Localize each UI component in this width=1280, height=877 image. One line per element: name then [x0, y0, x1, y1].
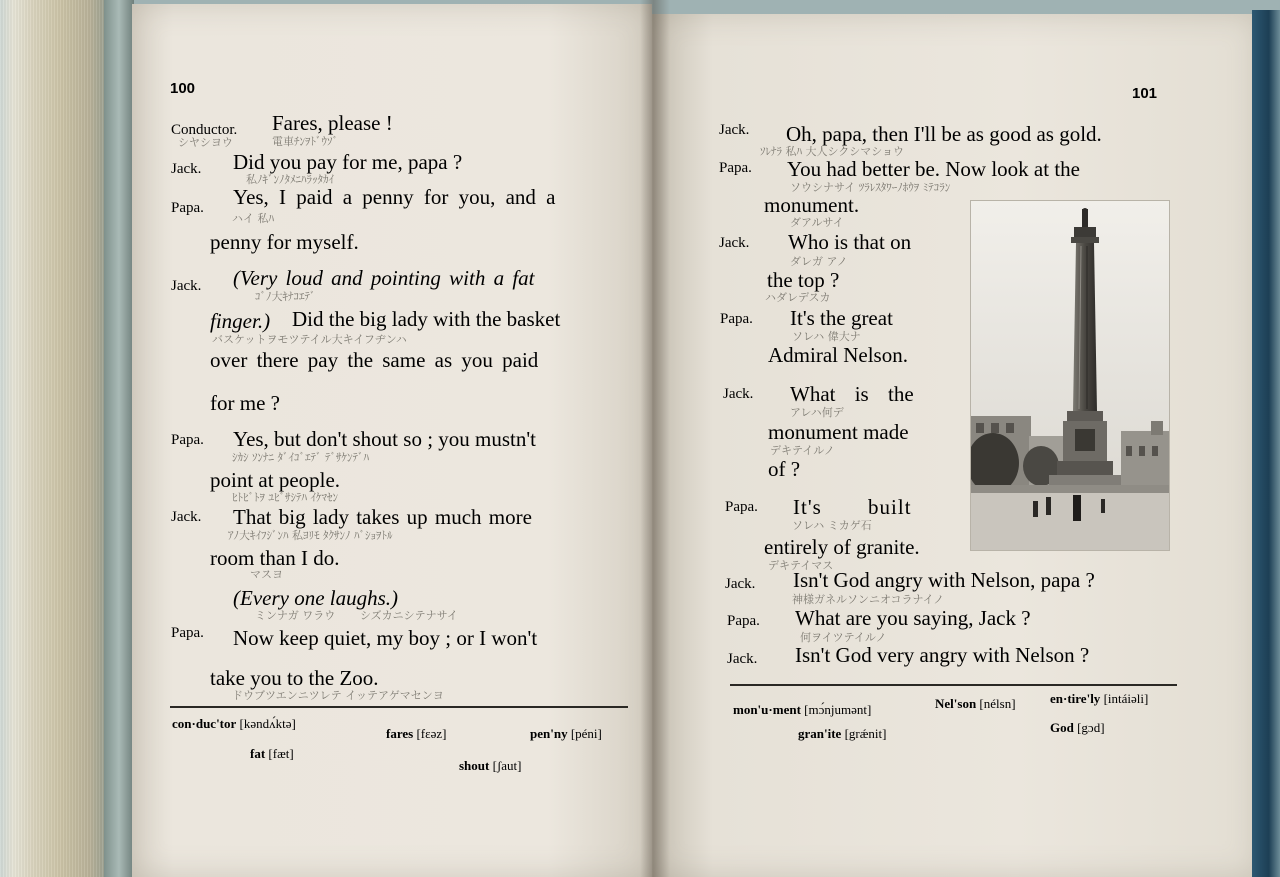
vocab-ipa: [péni]	[570, 726, 602, 741]
handwritten-note: ソウシナサイ ﾂﾗﾚｽﾀﾜｰﾉﾎｳｦ ﾐﾃｺﾗﾝ	[790, 181, 951, 194]
speaker-label: Papa.	[719, 160, 752, 176]
stage-direction: (Every one laughs.)	[233, 586, 399, 610]
vocab-ipa: [fɛəz]	[416, 726, 447, 741]
book-gutter	[640, 0, 670, 877]
vocab-entry	[798, 727, 886, 740]
stage-direction: finger.)	[210, 309, 271, 333]
handwritten-note: 電車ﾁﾝｦﾄﾞｳｿﾞ	[272, 135, 338, 148]
handwritten-note: シズカニシテナサイ	[360, 609, 458, 622]
speaker-label: Papa.	[720, 311, 753, 327]
dialogue-line: Now keep quiet, my boy ; or I won't	[233, 626, 538, 650]
vocab-entry	[530, 727, 602, 740]
speaker-label: Jack.	[727, 651, 758, 667]
vocab-ipa: [nélsn]	[979, 696, 1016, 711]
dialogue-line: penny for myself.	[210, 230, 359, 254]
handwritten-note: ソレハ ミカゲ石	[792, 519, 872, 532]
vocab-entry	[459, 759, 521, 772]
vocab-word: shout	[459, 758, 490, 773]
vocab-word: con·duc'tor	[172, 716, 237, 731]
vocab-word: gran'ite	[798, 726, 842, 741]
handwritten-note: ハイ 私ﾊ	[232, 212, 274, 225]
book-page-edge	[0, 0, 112, 877]
speaker-label: Papa.	[727, 613, 760, 629]
vocab-entry	[1050, 721, 1105, 734]
speaker-label: Conductor.	[171, 122, 238, 138]
page-number-left: 100	[170, 80, 196, 97]
stage-direction: (Very loud and pointing with a fat	[233, 266, 535, 290]
vocab-word: God	[1050, 720, 1074, 735]
vocab-entry	[935, 697, 1016, 710]
handwritten-note: 何ヲイツテイルノ	[800, 631, 887, 644]
dialogue-line: monument made	[768, 420, 909, 444]
handwritten-note: ダアルサイ	[790, 216, 844, 229]
handwritten-note: バスケットヲモツテイル大キイフヂンハ	[212, 333, 407, 346]
vocab-word: pen'ny	[530, 726, 568, 741]
glass-edge	[104, 0, 134, 877]
dialogue-line: the top ?	[767, 268, 840, 292]
speaker-label: Jack.	[171, 509, 202, 525]
dialogue-line: Yes, but don't shout so ; you mustn't	[233, 427, 536, 451]
dialogue-line: Isn't God angry with Nelson, papa ?	[793, 568, 1095, 592]
handwritten-note: ハダレデスカ	[765, 291, 831, 304]
handwritten-note: デキテイルノ	[770, 444, 835, 457]
speaker-label: Jack.	[725, 576, 756, 592]
dialogue-line: room than I do.	[210, 546, 340, 570]
vocab-divider	[170, 706, 628, 708]
speaker-label: Papa.	[171, 432, 204, 448]
vocab-word: fares	[386, 726, 414, 741]
vocab-word: Nel'son	[935, 696, 977, 711]
handwritten-note: アレハ何デ	[790, 406, 844, 419]
book-cover-edge	[1252, 10, 1280, 877]
vocab-entry	[733, 703, 871, 716]
dialogue-line: What are you saying, Jack ?	[795, 606, 1031, 630]
dialogue-line: Who is that on	[788, 230, 912, 254]
monument-illustration	[971, 201, 1169, 550]
dialogue-line: monument.	[764, 193, 860, 217]
dialogue-line: It's built	[793, 495, 912, 519]
dialogue-line: over there pay the same as you paid	[210, 348, 539, 372]
vocab-ipa: [grǽnit]	[844, 726, 887, 741]
handwritten-note: 神様ガネルソンニオコラナイノ	[792, 593, 945, 606]
vocab-ipa: [mɔ́njumənt]	[804, 702, 872, 717]
nelsons-column-photo	[970, 200, 1170, 551]
vocab-ipa: [ʃaut]	[492, 758, 522, 773]
vocab-word: fat	[250, 746, 266, 761]
dialogue-line: Fares, please !	[272, 111, 393, 135]
handwritten-note: ソレハ 偉大ナ	[792, 330, 861, 343]
dialogue-line: Oh, papa, then I'll be as good as gold.	[786, 122, 1102, 146]
vocab-ipa: [intáiəli]	[1103, 691, 1149, 706]
handwritten-note: ドウブツエンニツレテ イッテアゲマセンヨ	[232, 689, 444, 702]
speaker-label: Papa.	[171, 625, 204, 641]
vocab-entry	[172, 717, 296, 730]
speaker-label: Papa.	[171, 200, 204, 216]
dialogue-line: Did the big lady with the basket	[292, 307, 561, 331]
handwritten-note: 私ﾉｷﾞﾝﾉﾀﾒﾆﾊﾗｯﾀｶｲ	[246, 173, 334, 186]
vocab-ipa: [fæt]	[268, 746, 294, 761]
handwritten-note: ｼｶｼ ｿﾝﾅﾆ ﾀﾞｲｺﾞｴﾃﾞ ﾃﾞｻｹﾝﾃﾞﾊ	[232, 451, 369, 464]
handwritten-note: ｿﾚﾅﾗ 私ﾊ 大人シクシマショウ	[760, 145, 905, 158]
handwritten-note: ﾋﾄﾋﾞﾄｦ ﾕﾋﾞｻｼﾃﾊ ｲｹﾏｾﾝ	[232, 491, 338, 504]
vocab-entry	[250, 747, 294, 760]
dialogue-line: point at people.	[210, 468, 341, 492]
dialogue-line: It's the great	[790, 306, 893, 330]
handwritten-note: マスヨ	[250, 568, 283, 581]
vocab-ipa: [gɔd]	[1077, 720, 1105, 735]
handwritten-note: ｺﾞﾉ大ｷﾅｺｴﾃﾞ	[255, 290, 316, 303]
dialogue-line: You had better be. Now look at the	[787, 157, 1080, 181]
dialogue-line: Isn't God very angry with Nelson ?	[795, 643, 1090, 667]
speaker-label: Jack.	[719, 235, 750, 251]
handwritten-note: デキテイマス	[768, 559, 834, 572]
vocab-word: en·tire'ly	[1050, 691, 1101, 706]
vocab-divider	[730, 684, 1177, 686]
handwritten-note: シヤシヨウ	[178, 136, 233, 149]
vocab-word: mon'u·ment	[733, 702, 801, 717]
dialogue-line: Did you pay for me, papa ?	[233, 150, 463, 174]
speaker-label: Jack.	[171, 278, 202, 294]
dialogue-line: take you to the Zoo.	[210, 666, 379, 690]
dialogue-line: What is the	[790, 382, 914, 406]
dialogue-line: Admiral Nelson.	[768, 343, 908, 367]
vocab-ipa: [kəndʌ́ktə]	[239, 716, 296, 731]
speaker-label: Jack.	[171, 161, 202, 177]
dialogue-line: of ?	[768, 457, 801, 481]
handwritten-note: ミンナガ ワラウ	[255, 609, 336, 622]
page-number-right: 101	[1132, 85, 1158, 102]
dialogue-line: That big lady takes up much more	[233, 505, 532, 529]
vocab-entry	[1050, 692, 1148, 705]
handwritten-note: ダレガ アノ	[790, 255, 848, 268]
dialogue-line: for me ?	[210, 391, 280, 415]
handwritten-note: ｱﾉ大ｷｲﾌｼﾞﾝﾊ 私ﾖﾘﾓ ﾀｸｻﾝﾉ ﾊﾞｼｮｦﾄﾙ	[228, 529, 393, 542]
speaker-label: Jack.	[719, 122, 750, 138]
speaker-label: Jack.	[723, 386, 754, 402]
dialogue-line: Yes, I paid a penny for you, and a	[233, 185, 556, 209]
speaker-label: Papa.	[725, 499, 758, 515]
vocab-entry	[386, 727, 446, 740]
dialogue-line: entirely of granite.	[764, 535, 920, 559]
